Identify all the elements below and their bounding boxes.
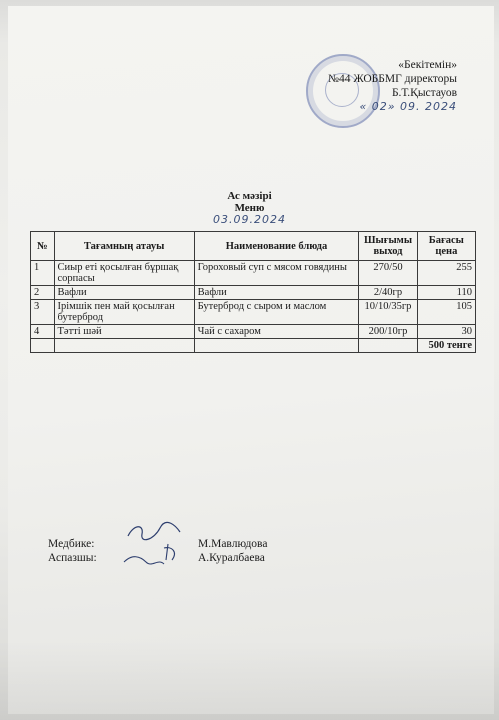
photo-shadow xyxy=(0,640,499,720)
menu-title xyxy=(0,190,499,226)
row-output: 200/10гр xyxy=(359,325,417,339)
row-number: 4 xyxy=(31,325,55,339)
row-name-ru: Бутерброд с сыром и маслом xyxy=(194,300,359,325)
header-name-kz: Тағамның атауы xyxy=(54,232,194,261)
row-name-ru: Вафли xyxy=(194,286,359,300)
header-output: Шығымы выход xyxy=(359,232,417,261)
row-output: 2/40гр xyxy=(359,286,417,300)
approval-director-name: Б.Т.Қыстауов xyxy=(391,87,457,99)
table-header-row xyxy=(31,232,476,261)
nurse-role: Медбике: xyxy=(48,538,95,550)
menu-date: 03.09.2024 xyxy=(213,213,286,226)
row-name-kz: Тәтті шәй xyxy=(54,325,194,339)
row-price: 110 xyxy=(417,286,475,300)
header-name-ru: Наименование блюда xyxy=(194,232,359,261)
table-row xyxy=(31,261,476,286)
row-name-kz: Сиыр еті қосылған бұршақ сорпасы xyxy=(54,261,194,286)
row-number: 1 xyxy=(31,261,55,286)
row-output: 10/10/35гр xyxy=(359,300,417,325)
row-price: 255 xyxy=(417,261,475,286)
row-number: 3 xyxy=(31,300,55,325)
signature-scribbles xyxy=(120,518,200,568)
row-name-ru: Чай с сахаром xyxy=(194,325,359,339)
table-row xyxy=(31,300,476,325)
row-output: 270/50 xyxy=(359,261,417,286)
approval-block xyxy=(328,58,457,114)
menu-table xyxy=(30,231,476,353)
row-price: 30 xyxy=(417,325,475,339)
row-number: 2 xyxy=(31,286,55,300)
row-name-ru: Гороховый суп с мясом говядины xyxy=(194,261,359,286)
nurse-name: М.Мавлюдова xyxy=(198,538,268,550)
menu-title-ru: Меню xyxy=(234,202,265,214)
total-amount: 500 тенге xyxy=(417,339,475,353)
menu-title-kz: Ас мәзірі xyxy=(227,190,272,202)
row-price: 105 xyxy=(417,300,475,325)
row-name-kz: Вафли xyxy=(54,286,194,300)
table-row xyxy=(31,286,476,300)
approval-date: « 02» 09. 2024 xyxy=(359,100,457,113)
table-total-row xyxy=(31,339,476,353)
approval-heading: «Бекітемін» xyxy=(398,59,457,71)
cook-role: Аспазшы: xyxy=(48,552,97,564)
header-number: № xyxy=(31,232,55,261)
approval-position: №44 ЖОББМГ директоры xyxy=(327,73,457,85)
cook-name: А.Куралбаева xyxy=(198,552,265,564)
table-row xyxy=(31,325,476,339)
header-price: Бағасы цена xyxy=(417,232,475,261)
row-name-kz: Ірімшік пен май қосылған бутерброд xyxy=(54,300,194,325)
